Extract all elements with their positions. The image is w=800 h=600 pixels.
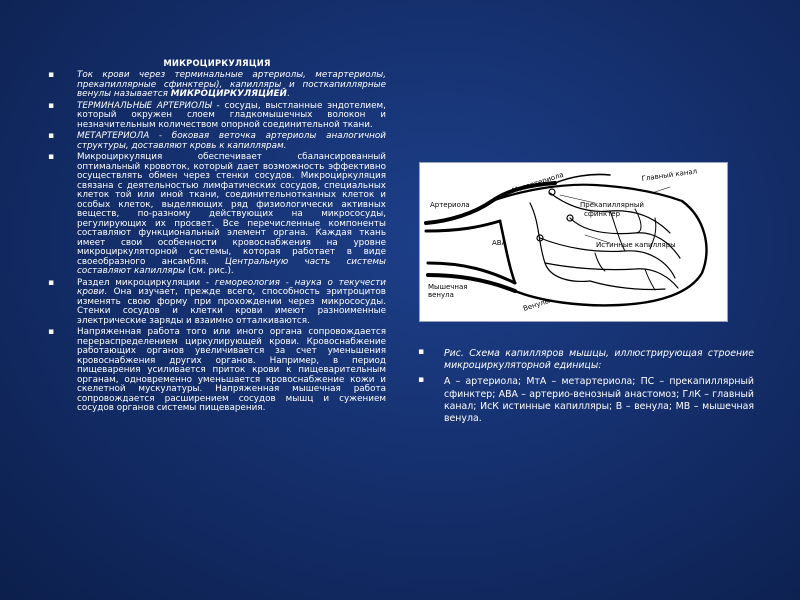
bullet-marker: ▪ (48, 70, 55, 80)
bullet-marker: ▪ (48, 131, 55, 141)
bullet-marker: ▪ (418, 347, 425, 357)
capillaries-emphasis: Центральную часть системы составляют капилляры (77, 256, 386, 276)
slide-title: МИКРОЦИРКУЛЯЦИЯ (163, 58, 271, 68)
figure-caption (418, 348, 754, 429)
caption-legend (418, 376, 754, 425)
bullet-terminal-arterioles: ▪ ТЕРМИНАЛЬНЫЕ АРТЕРИОЛЫ - сосуды, выстланные эндотелием, который окружен слоем гладкомышечных волокон и незначительным количеством опорной соединительной ткани. (48, 100, 386, 130)
hemorheology-term: гемореология - наука о текучести крови (77, 277, 386, 297)
capillary-diagram (420, 163, 727, 321)
label-muscular-venule-1: Мышечная (428, 283, 468, 291)
label-precap-sphincter-2: сфинктер (584, 210, 621, 218)
bullet-marker: ▪ (48, 327, 55, 337)
metarteriole-text: МЕТАРТЕРИОЛА - боковая веточка артериолы аналогичной структуры, доставляют кровь к капиллярам. (77, 131, 386, 151)
label-true-capillaries: Истинные капилляры (596, 241, 676, 249)
bullet-marker: ▪ (48, 152, 55, 162)
label-venules: Венулы (522, 296, 552, 313)
bullet-metarteriole (48, 132, 386, 151)
label-main-channel: Главный канал (641, 167, 698, 183)
caption-list (418, 348, 754, 425)
label-metarteriola: Метартериола (511, 170, 565, 195)
bullet-marker: ▪ (48, 100, 55, 111)
label-precap-sphincter-1: Прекапиллярный (580, 201, 644, 209)
bullet-blood-redistribution: ▪ Напряженная работа того или иного органа сопровождается перераспределением циркулирующей крови. Кровоснабжение работающих органов увеличивается за счет уменьшения кровоснабжения других органов. Например, в период пищеварения усиливается приток крови к пищеварительным органам, одновременно уменьшается кровоснабжение кожи и скелетной мускулатуры. Напряженная мышечная работа сопровождается расширением сосудов мышц и сужением сосудов органов системы пищеварения. (48, 327, 386, 413)
capillary-scheme-figure (419, 162, 728, 322)
definition-text: Ток крови через терминальные артериолы, метартериолы, прекапиллярные сфинктеры), капилляры и посткапиллярные венулы называется (77, 70, 386, 99)
label-arteriola: Артериола (430, 201, 470, 209)
terminal-arterioles-term: ТЕРМИНАЛЬНЫЕ АРТЕРИОЛЫ (77, 100, 212, 111)
caption-legend-text: А – артериола; МтА – метартериола; ПС – прекапиллярный сфинктер; АВА – артерио-венозный анастомоз; ГлК – главный канал; ИсК истинные капилляры; В – венула; МВ – мышечная венула. (444, 376, 754, 425)
bullet-microcirculation-definition: ▪ Ток крови через терминальные артериолы, метартериолы, прекапиллярные сфинктеры), капилляры и посткапиллярные венулы называется МИКРОЦИРКУЛЯЦИЕЙ. (48, 70, 386, 99)
label-ava: АВА (492, 239, 507, 247)
bullet-list (48, 71, 386, 414)
bullet-marker: ▪ (48, 277, 55, 288)
bullet-microcirculation-function: ▪ Микроциркуляция обеспечивает сбалансированный оптимальный кровоток, который дает возможность эффективно осуществлять обмен через стенки сосудов. Микроциркуляция связана с деятельностью лимфатических сосудов, специальных клеток той или иной ткани, соединительнотканных клеток и особых клеток, выделяющих ряд физиологически активных веществ, по-разному действующих на микрососуды, регулирующих их просвет. Все перечисленные компоненты составляют функциональный элемент органа. Каждая ткань имеет свои особенности кровоснабжения на уровне микроциркуляторной системы, которая работает в виде своеобразного ансамбля. Центральную часть системы составляют капилляры (см. рис.). (48, 152, 386, 276)
left-column (48, 58, 386, 416)
caption-title (418, 348, 754, 372)
bullet-marker: ▪ (418, 375, 425, 386)
caption-title-text: Рис. Схема капилляров мышцы, иллюстрирующая строение микроциркуляторной единицы: (444, 348, 754, 372)
bullet-hemorheology: ▪ Раздел микроциркуляции - гемореология - наука о текучести крови. Она изучает, прежде всего, способность эритроцитов изменять свою форму при прохождении через микрососуды. Стенки сосудов и клетки крови имеют разноименные электрические заряды и взаимно отталкиваются. (48, 277, 386, 326)
microcirculation-term: МИКРОЦИРКУЛЯЦИЕЙ (170, 89, 287, 99)
label-muscular-venule-2: венула (428, 291, 454, 299)
